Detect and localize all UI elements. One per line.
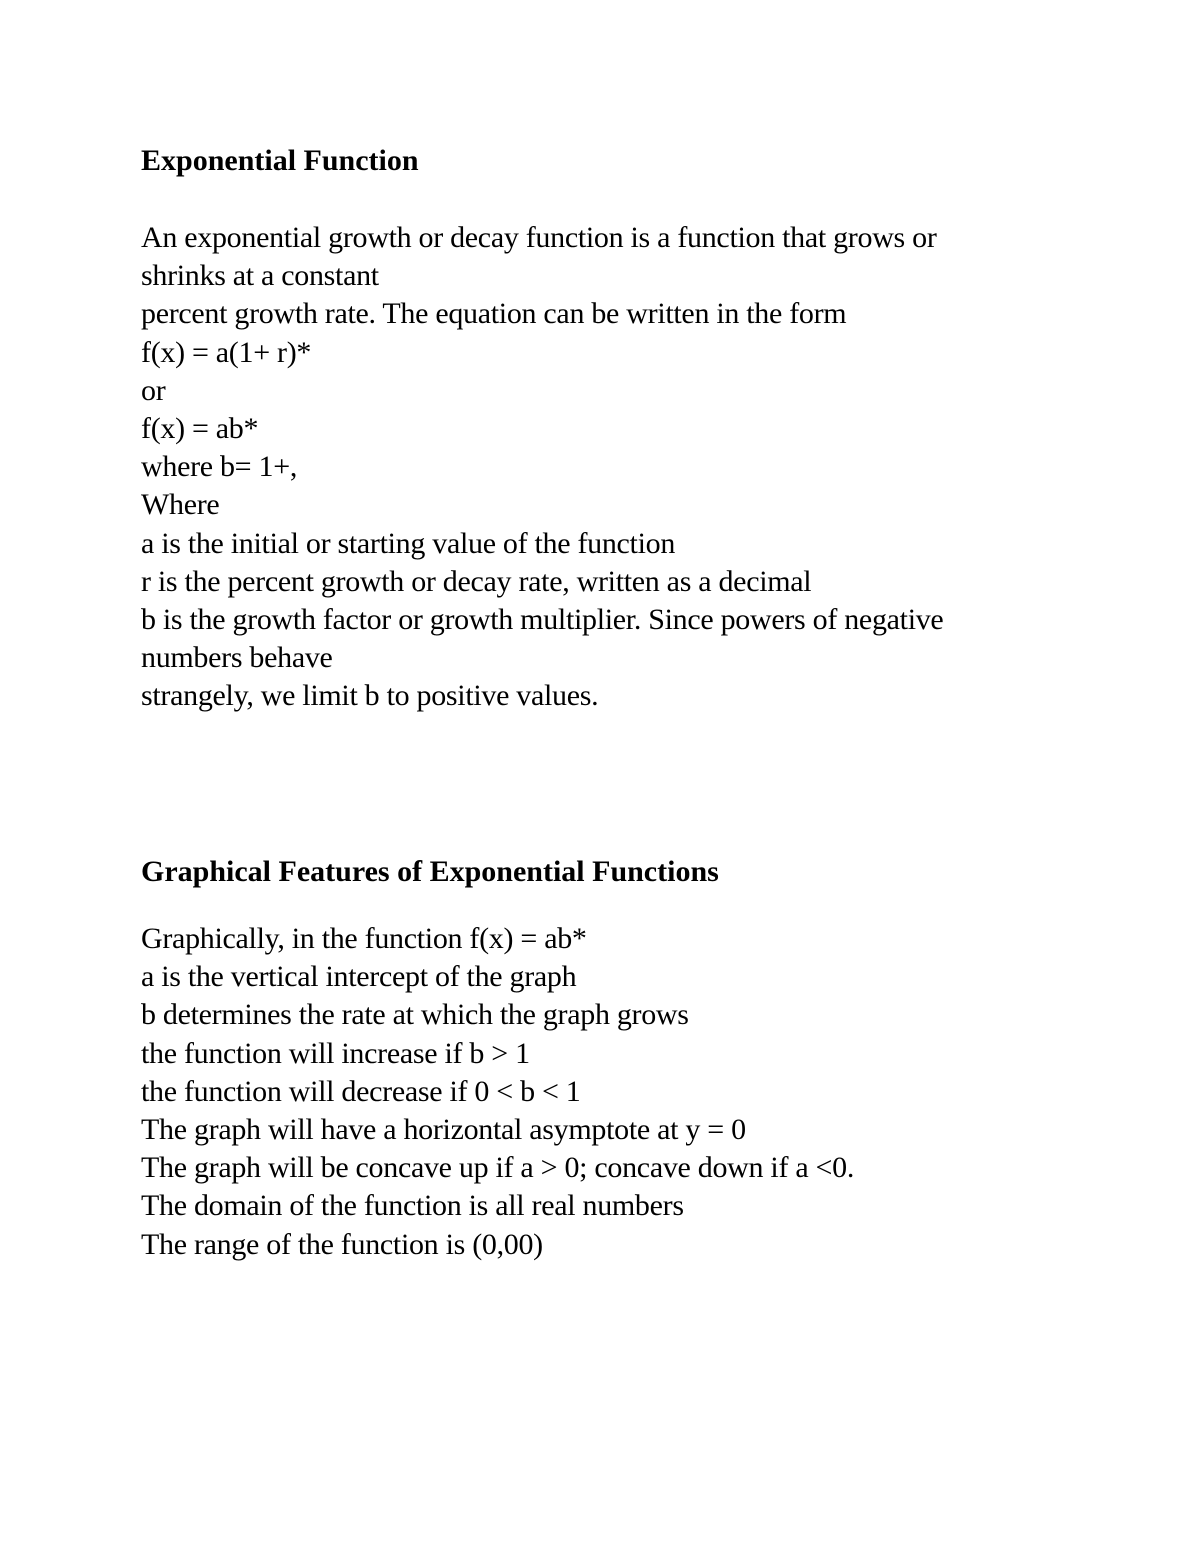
text-line: shrinks at a constant xyxy=(141,259,379,293)
text-line: or xyxy=(141,373,166,407)
definition-text-block xyxy=(141,219,1101,716)
text-line: The domain of the function is all real numbers xyxy=(141,1189,684,1223)
formula-line: f(x) = a(1+ r)* xyxy=(141,335,312,369)
text-line: The graph will have a horizontal asymptote at y = 0 xyxy=(141,1113,746,1147)
text-line: Graphically, in the function f(x) = ab* xyxy=(141,922,587,955)
text-line: strangely, we limit b to positive values. xyxy=(141,679,599,713)
text-line: the function will increase if b > 1 xyxy=(141,1036,530,1070)
text-line: The range of the function is (0,00) xyxy=(141,1227,543,1261)
text-line: r is the percent growth or decay rate, written as a decimal xyxy=(141,564,812,598)
formula-line: f(x) = ab* xyxy=(141,412,259,446)
section-heading-exponential-function: Exponential Function xyxy=(141,144,419,177)
text-line: a is the vertical intercept of the graph xyxy=(141,960,577,994)
text-line: numbers behave xyxy=(141,641,333,675)
text-line: An exponential growth or decay function is a function that grows or xyxy=(141,221,937,254)
text-line: a is the initial or starting value of the function xyxy=(141,526,676,560)
text-line: b is the growth factor or growth multiplier. Since powers of negative xyxy=(141,603,944,637)
text-line: Where xyxy=(141,488,220,522)
text-line: The graph will be concave up if a > 0; concave down if a <0. xyxy=(141,1151,855,1185)
text-line: percent growth rate. The equation can be written in the form xyxy=(141,297,847,331)
graphical-features-text-block xyxy=(141,920,1101,1264)
text-line: the function will decrease if 0 < b < 1 xyxy=(141,1074,581,1108)
section-heading-graphical-features: Graphical Features of Exponential Functions xyxy=(141,855,719,888)
text-line: b determines the rate at which the graph grows xyxy=(141,998,689,1032)
text-line: where b= 1+, xyxy=(141,450,298,484)
